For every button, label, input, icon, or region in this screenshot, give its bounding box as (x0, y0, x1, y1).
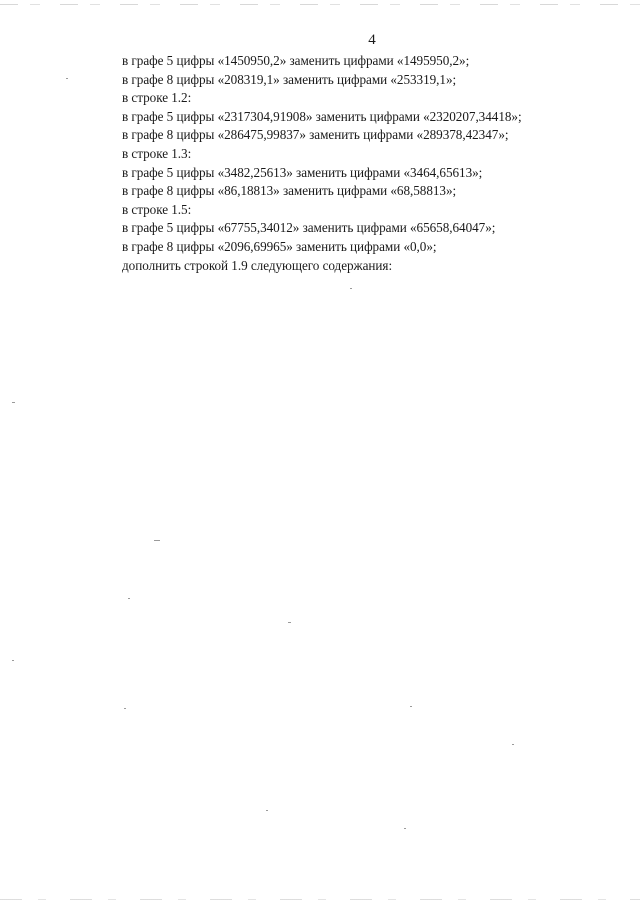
scan-speck (404, 828, 406, 829)
scan-speck (12, 660, 14, 661)
text-line: в графе 5 цифры «1450950,2» заменить цифрами «1495950,2»; (122, 53, 470, 68)
text-line: в строке 1.5: (122, 201, 192, 217)
text-line: дополнить строкой 1.9 следующего содержания: (122, 257, 393, 273)
text-line: в графе 5 цифры «2317304,91908» заменить цифрами «2320207,34418»; (122, 108, 522, 124)
scan-speck (512, 744, 514, 745)
scan-edge-bottom (0, 899, 640, 900)
text-line: в графе 5 цифры «3482,25613» заменить цифрами «3464,65613»; (122, 164, 483, 180)
page-number: 4 (368, 32, 376, 48)
text-line: в графе 8 цифры «86,18813» заменить цифрами «68,58813»; (122, 183, 457, 199)
scan-speck (128, 598, 130, 599)
scan-speck (154, 540, 160, 541)
text-line: в графе 8 цифры «208319,1» заменить цифрами «253319,1»; (122, 71, 457, 87)
text-line: в графе 5 цифры «67755,34012» заменить цифрами «65658,64047»; (122, 220, 496, 236)
text-line: в графе 8 цифры «2096,69965» заменить цифрами «0,0»; (122, 238, 437, 254)
scan-speck (124, 708, 126, 709)
scan-speck (266, 810, 268, 811)
scan-speck (66, 78, 68, 79)
text-line: в графе 8 цифры «286475,99837» заменить цифрами «289378,42347»; (122, 127, 509, 143)
scan-speck (288, 622, 291, 623)
scan-edge-top (0, 4, 640, 5)
text-line: в строке 1.3: (122, 145, 192, 161)
text-line: в строке 1.2: (122, 90, 192, 106)
amendment-text (122, 52, 622, 275)
scan-speck (410, 706, 412, 707)
scan-speck (12, 402, 15, 403)
scan-speck (350, 288, 352, 289)
